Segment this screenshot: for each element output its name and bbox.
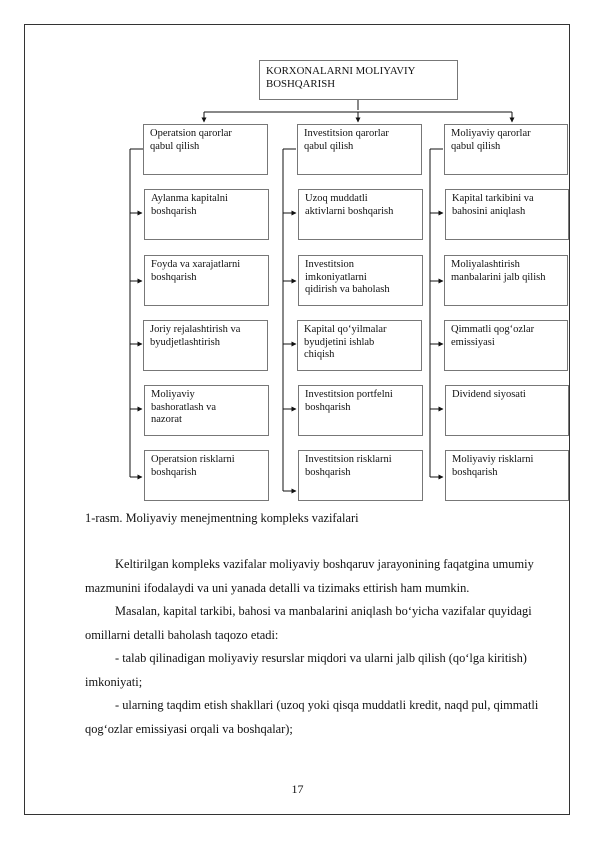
column-financial-header: Moliyaviy qarorlar qabul qilish [444, 124, 568, 175]
paragraph-1: Keltirilgan kompleks vazifalar moliyaviy boshqaruv jarayonining faqatgina umumiy mazmunini ifodalaydi va uni yanada detalli va tizimaks ettirish ham mumkin. [85, 557, 534, 595]
diagram-root-box: KORXONALARNI MOLIYAVIY BOSHQARISH [259, 60, 458, 100]
column-investment-item-1: Uzoq muddatli aktivlarni boshqarish [298, 189, 423, 240]
column-operational-header: Operatsion qarorlar qabul qilish [143, 124, 268, 175]
column-investment-item-4: Investitsion portfelni boshqarish [298, 385, 423, 436]
body-text [85, 553, 555, 741]
column-operational-item-1: Aylanma kapitalni boshqarish [144, 189, 269, 240]
column-operational-item-2: Foyda va xarajatlarni boshqarish [144, 255, 269, 306]
paragraph-4: - ularning taqdim etish shakllari (uzoq yoki qisqa muddatli kredit, naqd pul, qimmatli qog‘ozlar emissiyasi orqali va boshqalar); [85, 698, 539, 736]
column-operational-item-3: Joriy rejalashtirish va byudjetlashtirish [143, 320, 268, 371]
column-investment-item-5: Investitsion risklarni boshqarish [298, 450, 423, 501]
column-investment-header: Investitsion qarorlar qabul qilish [297, 124, 422, 175]
page-number: 17 [291, 782, 304, 796]
column-operational-item-5: Operatsion risklarni boshqarish [144, 450, 269, 501]
column-investment-item-3: Kapital qo‘yilmalar byudjetini ishlab chiqish [297, 320, 422, 371]
column-financial-item-4: Dividend siyosati [445, 385, 569, 436]
column-operational-item-4: Moliyaviy bashoratlash va nazorat [144, 385, 269, 436]
column-financial-item-5: Moliyaviy risklarni boshqarish [445, 450, 569, 501]
column-financial-item-2: Moliyalashtirish manbalarini jalb qilish [444, 255, 568, 306]
column-financial-item-1: Kapital tarkibini va bahosini aniqlash [445, 189, 569, 240]
column-financial-item-3: Qimmatli qog‘ozlar emissiyasi [444, 320, 568, 371]
column-investment-item-2: Investitsion imkoniyatlarni qidirish va baholash [298, 255, 423, 306]
figure-caption: 1-rasm. Moliyaviy menejmentning kompleks vazifalari [85, 511, 359, 525]
paragraph-3: - talab qilinadigan moliyaviy resurslar miqdori va ularni jalb qilish (qo‘lga kiritish) imkoniyati; [85, 651, 527, 689]
paragraph-2: Masalan, kapital tarkibi, bahosi va manbalarini aniqlash bo‘yicha vazifalar quyidagi omillarni detalli baholash taqozo etadi: [85, 604, 532, 642]
